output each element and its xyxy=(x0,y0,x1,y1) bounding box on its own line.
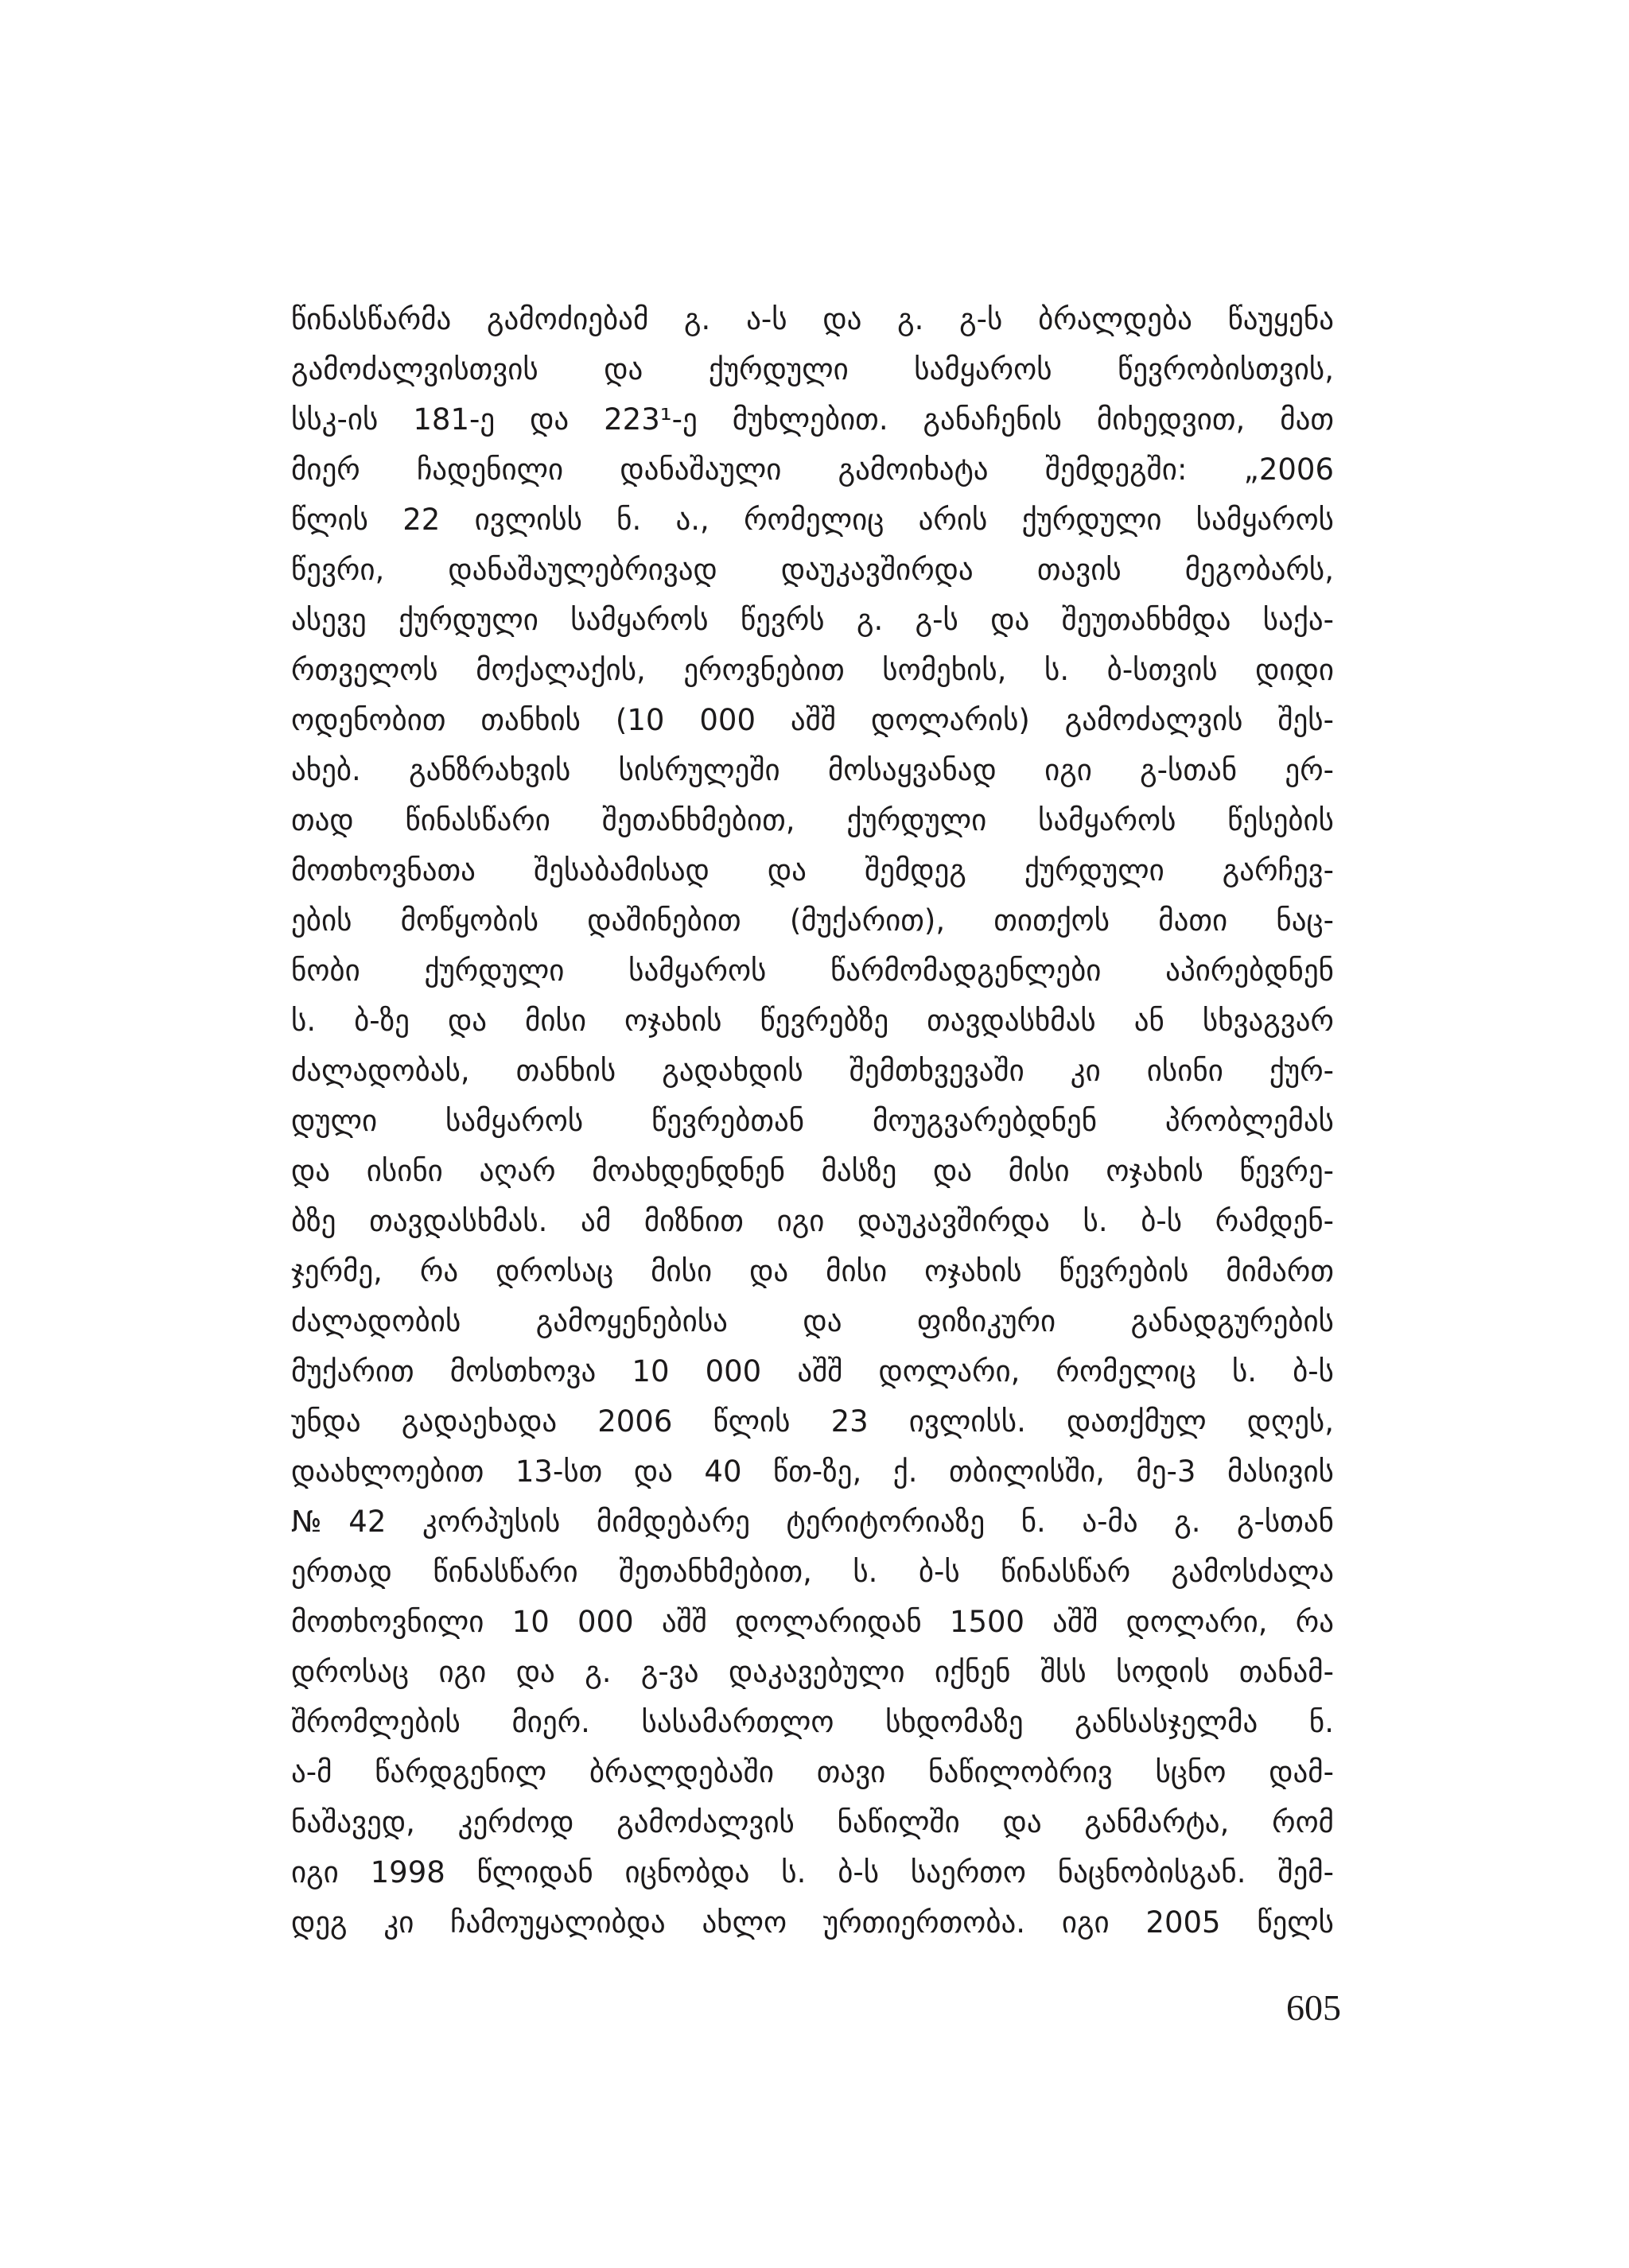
text-line: მოთხოვნილი 10 000 აშშ დოლარიდან 1500 აშშ დოლარი, რა xyxy=(291,1605,1334,1639)
body-text xyxy=(291,294,1334,1948)
text-line: მუქარით მოსთხოვა 10 000 აშშ დოლარი, რომელიც ს. ბ-ს xyxy=(291,1354,1334,1388)
text-line: მოთხოვნათა შესაბამისად და შემდეგ ქურდული გარჩევ- xyxy=(291,853,1334,887)
text-line: წინასწარმა გამოძიებამ გ. ა-ს და გ. გ-ს ბრალდება წაუყენა xyxy=(291,302,1334,336)
text-line: ნაშავედ, კერძოდ გამოძალვის ნაწილში და განმარტა, რომ xyxy=(291,1805,1334,1839)
text-line: №42 კორპუსის მიმდებარე ტერიტორიაზე ნ. ა-მა გ. გ-სთან xyxy=(291,1505,1334,1539)
text-line: დეგ კი ჩამოუყალიბდა ახლო ურთიერთობა. იგი 2005 წელს xyxy=(291,1905,1334,1940)
text-line: ჯერმე, რა დროსაც მისი და მისი ოჯახის წევრების მიმართ xyxy=(291,1254,1334,1288)
text-line: წლის 22 ივლისს ნ. ა., რომელიც არის ქურდული სამყაროს xyxy=(291,503,1334,537)
text-line: დროსაც იგი და გ. გ-ვა დაკავებული იქნენ შსს სოდის თანამ- xyxy=(291,1655,1334,1689)
text-line: ერთად წინასწარი შეთანხმებით, ს. ბ-ს წინასწარ გამოსძალა xyxy=(291,1555,1334,1589)
page-number: 605 xyxy=(1286,1987,1341,2028)
text-line: და ისინი აღარ მოახდენდნენ მასზე და მისი ოჯახის წევრე- xyxy=(291,1154,1334,1188)
text-line: იგი 1998 წლიდან იცნობდა ს. ბ-ს საერთო ნაცნობისგან. შემ- xyxy=(291,1855,1334,1889)
text-line: ასევე ქურდული სამყაროს წევრს გ. გ-ს და შეუთანხმდა საქა- xyxy=(291,603,1334,637)
text-line: შრომლების მიერ. სასამართლო სხდომაზე განსასჯელმა ნ. xyxy=(291,1705,1334,1739)
text-line: თად წინასწარი შეთანხმებით, ქურდული სამყაროს წესების xyxy=(291,803,1334,837)
text-line: უნდა გადაეხადა 2006 წლის 23 ივლისს. დათქმულ დღეს, xyxy=(291,1404,1334,1439)
text-line: ა-მ წარდგენილ ბრალდებაში თავი ნაწილობრივ სცნო დამ- xyxy=(291,1755,1334,1789)
text-line: ს. ბ-ზე და მისი ოჯახის წევრებზე თავდასხმას ან სხვაგვარ xyxy=(291,1004,1334,1038)
text-line: ძალადობის გამოყენებისა და ფიზიკური განადგურების xyxy=(291,1304,1334,1338)
text-line: რთველოს მოქალაქის, ეროვნებით სომეხის, ს. ბ-სთვის დიდი xyxy=(291,653,1334,687)
text-line: ნობი ქურდული სამყაროს წარმომადგენლები აპირებდნენ xyxy=(291,953,1334,988)
text-line: გამოძალვისთვის და ქურდული სამყაროს წევრობისთვის, xyxy=(291,352,1334,386)
text-line: დაახლოებით 13-სთ და 40 წთ-ზე, ქ. თბილისში, მე-3 მასივის xyxy=(291,1454,1334,1489)
text-line: დული სამყაროს წევრებთან მოუგვარებდნენ პრობლემას xyxy=(291,1104,1334,1138)
text-line: ოდენობით თანხის (10 000 აშშ დოლარის) გამოძალვის შეს- xyxy=(291,703,1334,737)
text-line: ბზე თავდასხმას. ამ მიზნით იგი დაუკავშირდა ს. ბ-ს რამდენ- xyxy=(291,1204,1334,1238)
text-line: ახებ. განზრახვის სისრულეში მოსაყვანად იგი გ-სთან ერ- xyxy=(291,753,1334,787)
text-line: წევრი, დანაშაულებრივად დაუკავშირდა თავის მეგობარს, xyxy=(291,553,1334,587)
text-line: ძალადობას, თანხის გადახდის შემთხვევაში კი ისინი ქურ- xyxy=(291,1054,1334,1088)
text-line: ების მოწყობის დაშინებით (მუქარით), თითქოს მათი ნაც- xyxy=(291,903,1334,938)
text-line: მიერ ჩადენილი დანაშაული გამოიხატა შემდეგში: „2006 xyxy=(291,452,1334,487)
text-line: სსკ-ის 181-ე და 223¹-ე მუხლებით. განაჩენის მიხედვით, მათ xyxy=(291,402,1334,437)
